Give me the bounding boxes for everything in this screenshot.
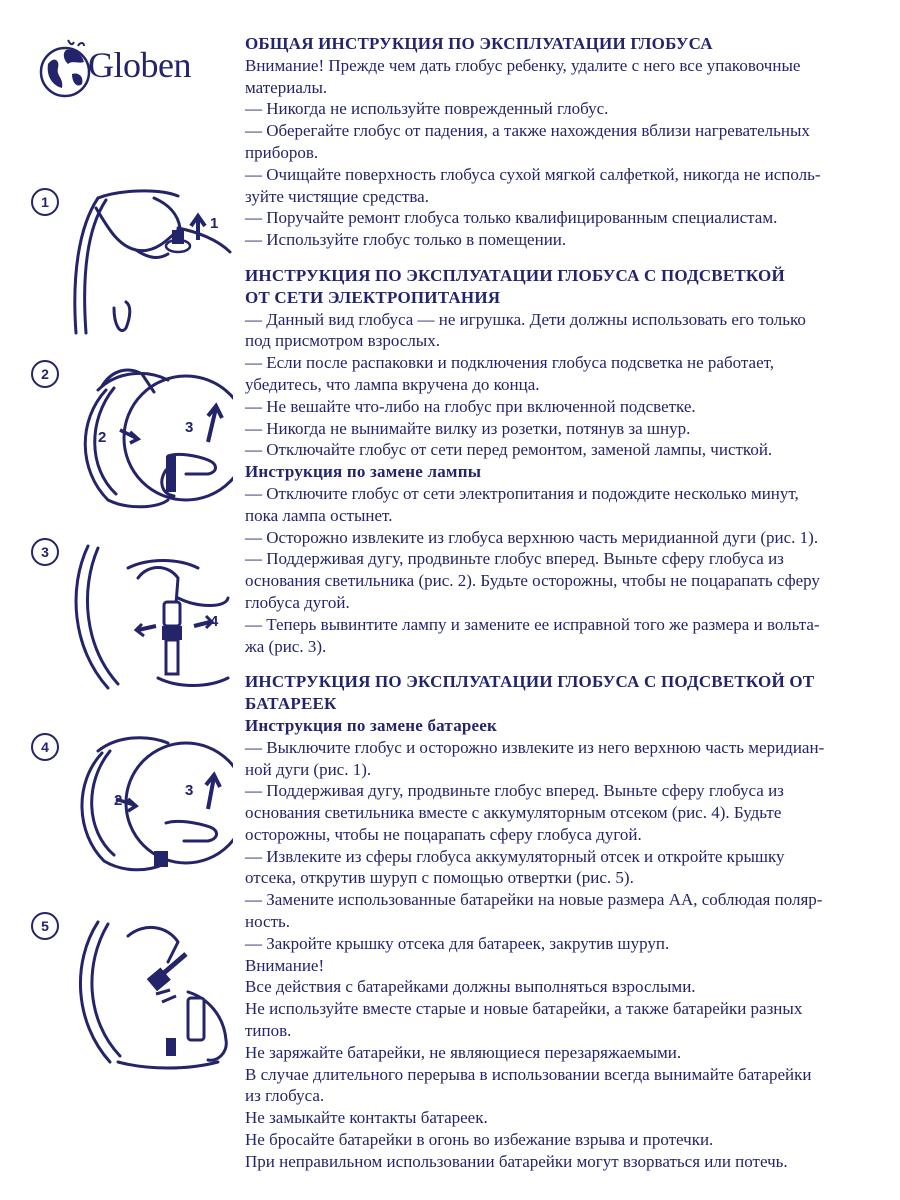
subsection-title: Инструкция по замене батареек	[245, 715, 498, 735]
text-line: — Отключайте глобус от сети перед ремонтом, заменой лампы, чисткой.	[245, 440, 773, 460]
text-line: — Поддерживая дугу, продвиньте глобус вперед. Выньте сферу глобуса из	[245, 781, 784, 801]
text-line: отсека, открутив шуруп с помощью отвертки (рис. 5).	[245, 868, 634, 888]
text-line: Не заряжайте батарейки, не являющиеся перезаряжаемыми.	[245, 1042, 682, 1062]
text-line: типов.	[245, 1021, 292, 1041]
text-line: — Поддерживая дугу, продвиньте глобус вперед. Выньте сферу глобуса из	[245, 549, 784, 569]
text-line: — Очищайте поверхность глобуса сухой мягкой салфеткой, никогда не исполь-	[245, 164, 821, 184]
arrow-label: 1	[210, 215, 219, 232]
text-line: ной дуги (рис. 1).	[245, 759, 372, 779]
text-line: — Если после распаковки и подключения глобуса подсветка не работает,	[245, 353, 775, 373]
remove-sphere-with-battery-illustration	[58, 733, 233, 883]
step-number: 4	[31, 733, 59, 761]
arrow-label: 2	[114, 792, 123, 809]
step-3-figure	[28, 538, 233, 703]
step-2-figure	[28, 360, 233, 525]
text-line: приборов.	[245, 142, 319, 162]
section-title: ОБЩАЯ ИНСТРУКЦИЯ ПО ЭКСПЛУАТАЦИИ ГЛОБУСА	[245, 34, 713, 53]
text-line: — Никогда не используйте поврежденный глобус.	[245, 99, 609, 119]
text-line: Не используйте вместе старые и новые батарейки, а также батарейки разных	[245, 999, 803, 1019]
text-line: Внимание! Прежде чем дать глобус ребенку, удалите с него все упаковочные	[245, 55, 801, 75]
step-4-figure	[28, 733, 233, 898]
text-line: — Закройте крышку отсека для батареек, закрутив шуруп.	[245, 933, 670, 953]
step-number: 3	[31, 538, 59, 566]
text-line: пока лампа остынет.	[245, 505, 393, 525]
battery-compartment-illustration	[58, 912, 233, 1077]
arrow-label: 2	[98, 429, 107, 446]
section-gap	[245, 657, 870, 671]
text-line: жа (рис. 3).	[245, 636, 327, 656]
replace-lamp-illustration	[58, 538, 233, 698]
arrow-label: 3	[185, 419, 194, 436]
text-line: материалы.	[245, 77, 328, 97]
step-5-figure	[28, 912, 233, 1077]
text-line: — Теперь вывинтите лампу и замените ее исправной того же размера и вольта-	[245, 614, 820, 634]
text-line: Не бросайте батарейки в огонь во избежание взрыва и протечки.	[245, 1130, 714, 1150]
text-line: глобуса дугой.	[245, 592, 350, 612]
text-line: — Отключите глобус от сети электропитания и подождите несколько минут,	[245, 483, 799, 503]
section-title: ОТ СЕТИ ЭЛЕКТРОПИТАНИЯ	[245, 287, 501, 307]
section-gap	[245, 251, 870, 265]
text-line: — Никогда не вынимайте вилку из розетки, потянув за шнур.	[245, 418, 691, 438]
step-number: 1	[31, 188, 59, 216]
text-line: Все действия с батарейками должны выполняться взрослыми.	[245, 977, 696, 997]
text-line: — Осторожно извлеките из глобуса верхнюю часть меридианной дуги (рис. 1).	[245, 527, 819, 547]
text-line: — Выключите глобус и осторожно извлеките из него верхнюю часть меридиан-	[245, 737, 825, 757]
remove-meridian-arc-illustration	[58, 188, 233, 343]
arrow-label: 4	[210, 613, 219, 630]
text-line: — Замените использованные батарейки на новые размера АА, соблюдая поляр-	[245, 890, 823, 910]
text-line: основания светильника вместе с аккумуляторным отсеком (рис. 4). Будьте	[245, 803, 782, 823]
text-line: — Извлеките из сферы глобуса аккумуляторный отсек и откройте крышку	[245, 846, 785, 866]
section-title: ИНСТРУКЦИЯ ПО ЭКСПЛУАТАЦИИ ГЛОБУСА С ПОДСВЕТКОЙ	[245, 265, 785, 285]
text-line: — Поручайте ремонт глобуса только квалифицированным специалистам.	[245, 208, 778, 228]
step-1-figure	[28, 188, 233, 353]
logo-text: Globen	[88, 45, 191, 85]
step-number: 5	[31, 912, 59, 940]
text-line: осторожны, чтобы не поцарапать сферу глобуса дугой.	[245, 824, 642, 844]
text-line: — Используйте глобус только в помещении.	[245, 230, 567, 250]
text-line: зуйте чистящие средства.	[245, 186, 429, 206]
text-line: ность.	[245, 912, 290, 932]
illustration-column	[28, 0, 233, 1200]
section-title: БАТАРЕЕК	[245, 694, 337, 714]
text-line: из глобуса.	[245, 1086, 325, 1106]
text-line: — Не вешайте что-либо на глобус при включенной подсветке.	[245, 396, 696, 416]
text-line: — Оберегайте глобус от падения, а также нахождения вблизи нагревательных	[245, 121, 810, 141]
subsection-title: Инструкция по замене лампы	[245, 462, 482, 482]
instructions-text	[245, 33, 870, 1173]
text-line: основания светильника (рис. 2). Будьте осторожны, чтобы не поцарапать сферу	[245, 571, 820, 591]
text-line: — Данный вид глобуса — не игрушка. Дети должны использовать его только	[245, 309, 806, 329]
text-line: Не замыкайте контакты батареек.	[245, 1108, 488, 1128]
text-line: При неправильном использовании батарейки могут взорваться или потечь.	[245, 1151, 788, 1171]
text-line: убедитесь, что лампа вкручена до конца.	[245, 374, 540, 394]
text-line: Внимание!	[245, 955, 325, 975]
text-line: В случае длительного перерыва в использовании всегда вынимайте батарейки	[245, 1064, 812, 1084]
remove-globe-sphere-illustration	[58, 360, 233, 520]
arrow-label: 3	[185, 782, 194, 799]
text-line: под присмотром взрослых.	[245, 331, 440, 351]
section-title: ИНСТРУКЦИЯ ПО ЭКСПЛУАТАЦИИ ГЛОБУСА С ПОДСВЕТКОЙ ОТ	[245, 672, 815, 692]
step-number: 2	[31, 360, 59, 388]
